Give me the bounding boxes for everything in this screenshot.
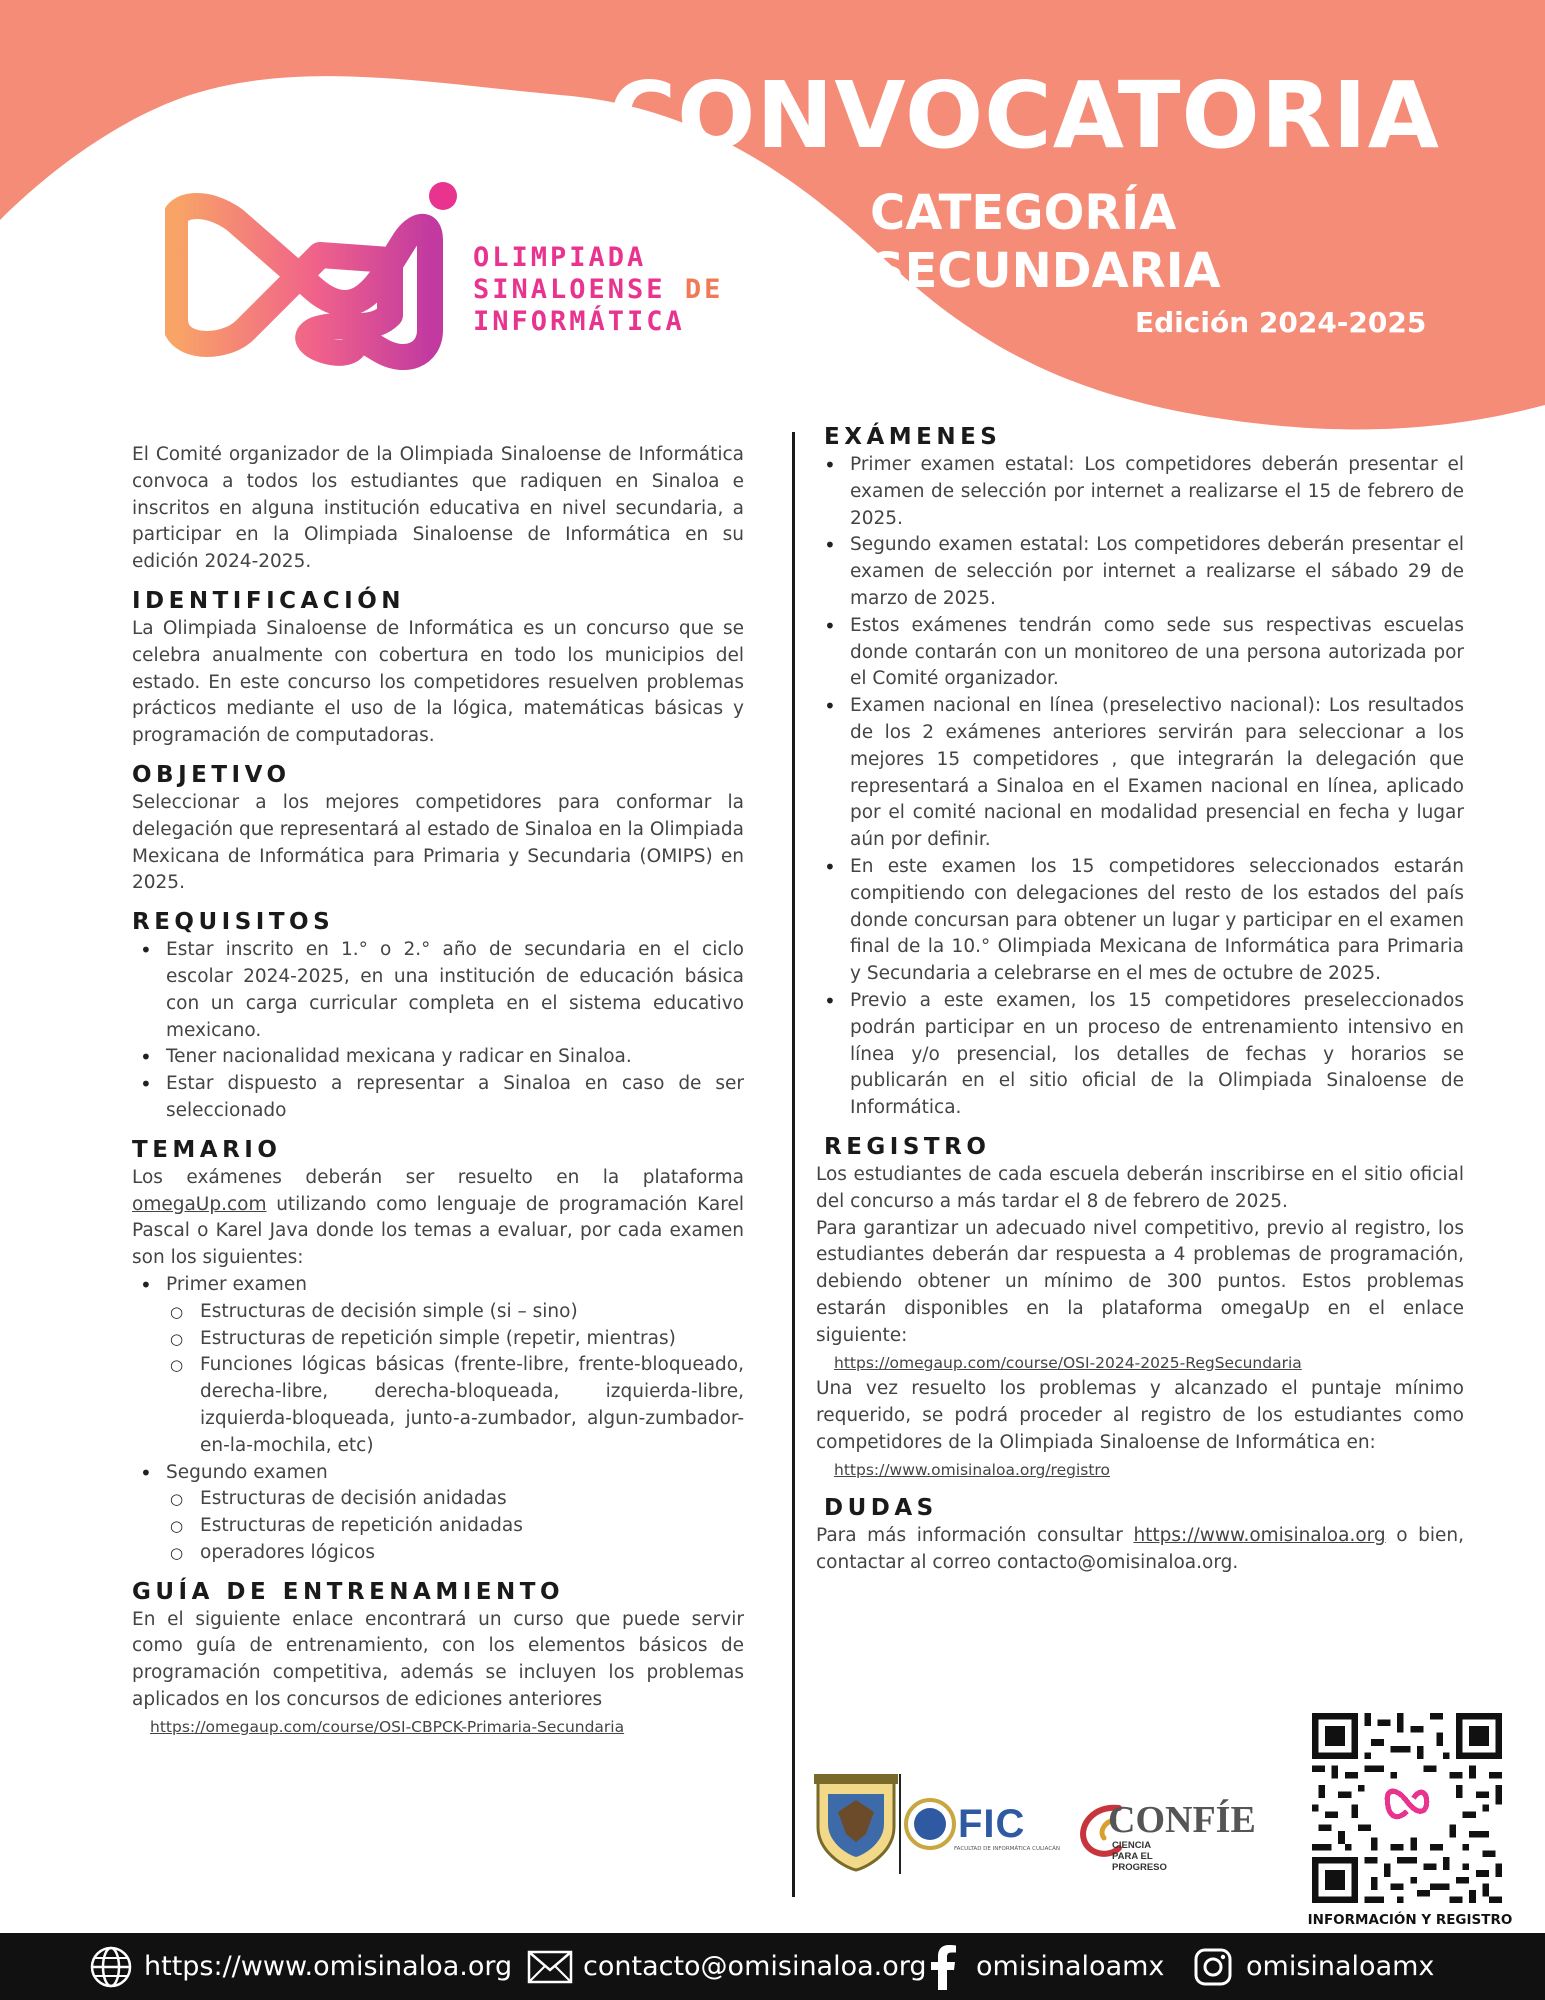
heading-dudas: DUDAS xyxy=(824,1495,938,1522)
logo-text: OLIMPIADA SINALOENSE DE INFORMÁTICA xyxy=(473,242,724,337)
heading-requisitos: REQUISITOS xyxy=(132,909,335,936)
list-item: • Segundo examen xyxy=(132,1460,744,1487)
registro-text-3: Una vez resuelto los problemas y alcanzado el puntaje mínimo requerido, se podrá proceder al registro de los estudiantes como competidores de la Olimpiada Sinaloense de Informática en: xyxy=(816,1378,1464,1453)
heading-guia: GUÍA DE ENTRENAMIENTO xyxy=(132,1578,564,1605)
registro-course-link[interactable]: https://omegaup.com/course/OSI-2024-2025-RegSecundaria xyxy=(834,1353,1302,1372)
mail-icon xyxy=(527,1944,573,1990)
fic-subtitle: FACULTAD DE INFORMÁTICA CULIACÁN xyxy=(954,1846,1061,1852)
globe-icon xyxy=(88,1944,134,1990)
heading-examenes: EXÁMENES xyxy=(824,424,1002,450)
page-title: CONVOCATORIA xyxy=(608,62,1440,169)
heading-objetivo: OBJETIVO xyxy=(132,761,291,788)
qr-code[interactable] xyxy=(1312,1713,1502,1903)
registro-text-2: Para garantizar un adecuado nivel competitivo, previo al registro, los estudiantes deberán dar respuesta a 4 problemas de programación, debiendo obtener un mínimo de 300 puntos. Estos problemas estarán disponibles en la plataforma omegaUp en el enlace siguiente: xyxy=(816,1217,1464,1346)
footer-email[interactable]: contacto@omisinaloa.org xyxy=(527,1933,927,2000)
list-item: • Estar dispuesto a representar a Sinaloa en caso de ser seleccionado xyxy=(132,1071,744,1125)
footer-instagram[interactable]: omisinaloamx xyxy=(1190,1933,1434,2000)
right-column xyxy=(816,422,1464,1577)
examenes-list xyxy=(816,452,1464,1122)
footer-bar xyxy=(0,1933,1545,2000)
university-seal-icon xyxy=(808,1772,904,1872)
registro-link[interactable]: https://www.omisinaloa.org/registro xyxy=(834,1460,1110,1479)
logo-divider xyxy=(899,1774,901,1874)
confie-subtitle: CIENCIA PARA EL PROGRESO xyxy=(1112,1840,1167,1873)
list-item: • Estos exámenes tendrán como sede sus respectivas escuelas donde contarán con un monitoreo de una persona autorizada por el Comité organizador. xyxy=(816,613,1464,693)
guia-text: En el siguiente enlace encontrará un curso que puede servir como guía de entrenamiento, con los elementos básicos de programación competitiva, además se incluyen los problemas aplicados en los concursos de ediciones anteriores xyxy=(132,1608,744,1711)
list-item: • Tener nacionalidad mexicana y radicar en Sinaloa. xyxy=(132,1044,744,1071)
requisitos-list xyxy=(132,937,744,1125)
infinity-logo-icon xyxy=(165,180,465,380)
heading-registro: REGISTRO xyxy=(824,1133,991,1160)
footer-website[interactable]: https://www.omisinaloa.org xyxy=(88,1933,512,2000)
left-column xyxy=(132,442,744,1741)
list-item: ○ Funciones lógicas básicas (frente-libre, frente-bloqueado, derecha-libre, derecha-bloqueada, izquierda-libre, izquierda-bloqueada, junto-a-zumbador, algun-zumbador-en-la-mochila, etc) xyxy=(166,1352,744,1459)
list-item: • Examen nacional en línea (preselectivo nacional): Los resultados de los 2 exámenes anteriores servirán para seleccionar a los mejores 15 competidores , que integrarán la delegación que representará a Sinaloa en el Examen nacional en línea, aplicado por el comité nacional en modalidad presencial en fecha y lugar aún por definir. xyxy=(816,693,1464,854)
objetivo-text: Seleccionar a los mejores competidores para conformar la delegación que representará al estado de Sinaloa en la Olimpiada Mexicana de Informática para Primaria y Secundaria (OMIPS) en 2025. xyxy=(132,791,744,894)
exam1-topics xyxy=(166,1299,744,1460)
list-item: • Estar inscrito en 1.° o 2.° año de secundaria en el ciclo escolar 2024-2025, en una institución de educación básica con un carga curricular completa en el sistema educativo mexicano. xyxy=(132,937,744,1044)
osi-logo xyxy=(165,180,725,390)
list-item: ○ operadores lógicos xyxy=(166,1540,744,1567)
temario-text: Los exámenes deberán ser resuelto en la plataforma omegaUp.com utilizando como lenguaje de programación Karel Pascal o Karel Java donde los temas a evaluar, por cada examen son los siguientes: xyxy=(132,1166,744,1269)
category-label: CATEGORÍA SECUNDARIA xyxy=(870,185,1221,299)
facebook-icon xyxy=(920,1944,966,1990)
footer-facebook[interactable]: omisinaloamx xyxy=(920,1933,1164,2000)
dudas-text: Para más información consultar https://www.omisinaloa.org o bien, contactar al correo contacto@omisinaloa.org. xyxy=(816,1525,1464,1574)
qr-caption: INFORMACIÓN Y REGISTRO xyxy=(1307,1912,1513,1928)
instagram-icon xyxy=(1190,1944,1236,1990)
omegaup-link[interactable]: omegaUp.com xyxy=(132,1193,267,1215)
confie-label: CONFÍE xyxy=(1108,1799,1256,1841)
heading-identificacion: IDENTIFICACIÓN xyxy=(132,587,406,614)
website-link[interactable]: https://www.omisinaloa.org xyxy=(1133,1525,1386,1547)
guia-link[interactable]: https://omegaup.com/course/OSI-CBPCK-Primaria-Secundaria xyxy=(150,1717,625,1736)
list-item: • Previo a este examen, los 15 competidores preseleccionados podrán participar en un proceso de entrenamiento intensivo en línea y/o presencial, los detalles de fechas y horarios se publicarán en el sitio oficial de la Olimpiada Sinaloense de Informática. xyxy=(816,988,1464,1122)
heading-temario: TEMARIO xyxy=(132,1136,282,1163)
temario-list xyxy=(132,1272,744,1299)
intro-paragraph: El Comité organizador de la Olimpiada Sinaloense de Informática convoca a todos los estudiantes que radiquen en Sinaloa e inscritos en alguna institución educativa en nivel secundaria, a participar en la Olimpiada Sinaloense de Informática en su edición 2024-2025. xyxy=(132,444,744,573)
list-item: ○ Estructuras de decisión simple (si – sino) xyxy=(166,1299,744,1326)
list-item: • En este examen los 15 competidores seleccionados estarán compitiendo con delegaciones del resto de los estados del país donde concursan para obtener un lugar y participar en el examen final de la 10.° Olimpiada Mexicana de Informática para Primaria y Secundaria a celebrarse en el mes de octubre de 2025. xyxy=(816,854,1464,988)
exam2-topics xyxy=(166,1486,744,1566)
edition-label: Edición 2024-2025 xyxy=(1135,306,1427,339)
list-item: ○ Estructuras de repetición simple (repetir, mientras) xyxy=(166,1326,744,1353)
registro-text-1: Los estudiantes de cada escuela deberán inscribirse en el sitio oficial del concurso a más tardar el 8 de febrero de 2025. xyxy=(816,1163,1464,1212)
list-item: ○ Estructuras de decisión anidadas xyxy=(166,1486,744,1513)
identificacion-text: La Olimpiada Sinaloense de Informática es un concurso que se celebra anualmente con cobertura en todo los municipios del estado. En este concurso los competidores resuelven problemas prácticos mediante el uso de la lógica, matemáticas básicas y programación de computadoras. xyxy=(132,617,744,747)
list-item: • Primer examen xyxy=(132,1272,744,1299)
column-divider xyxy=(792,432,795,1897)
fic-label: FIC xyxy=(958,1802,1026,1846)
list-item: • Primer examen estatal: Los competidores deberán presentar el examen de selección por internet a realizarse el 15 de febrero de 2025. xyxy=(816,452,1464,532)
list-item: ○ Estructuras de repetición anidadas xyxy=(166,1513,744,1540)
list-item: • Segundo examen estatal: Los competidores deberán presentar el examen de selección por internet a realizarse el sábado 29 de marzo de 2025. xyxy=(816,532,1464,612)
